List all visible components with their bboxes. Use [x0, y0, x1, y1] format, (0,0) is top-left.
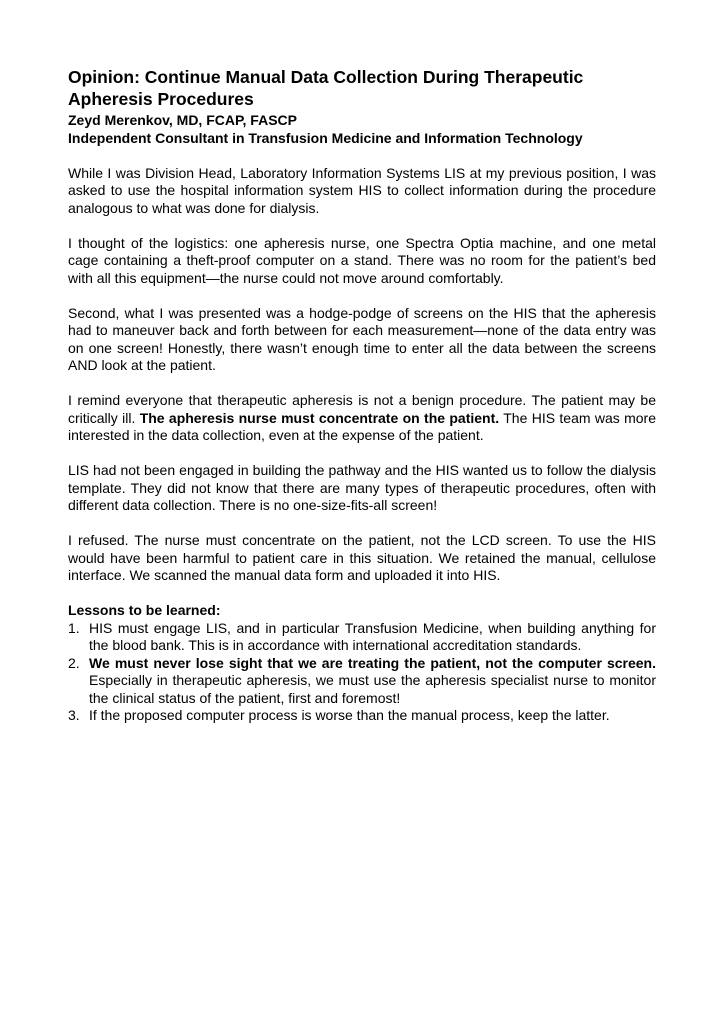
- list-item-1-text: HIS must engage LIS, and in particular Transfusion Medicine, when building anything for the blood bank. This is in accordance with international accreditation standards.: [89, 619, 656, 653]
- paragraph-6: I refused. The nurse must concentrate on the patient, not the LCD screen. To use the HIS would have been harmful to patient care in this situation. We retained the manual, cellulose interface. We scanned the manual data form and uploaded it into HIS.: [68, 532, 656, 583]
- list-item-1-number: 1.: [68, 619, 80, 636]
- list-item-3: [68, 707, 656, 725]
- list-item-1: [68, 619, 656, 655]
- paragraph-3: Second, what I was presented was a hodge-podge of screens on the HIS that the apheresis had to maneuver back and forth between for each measurement—none of the data entry was on one screen! Honestly, there wasn’t enough time to enter all the data between the screens AND look at the patient.: [68, 304, 656, 373]
- byline-block: [68, 112, 656, 147]
- affiliation-line: Independent Consultant in Transfusion Medicine and Information Technology: [68, 129, 583, 146]
- list-item-2-text-after: Especially in therapeutic apheresis, we must use the apheresis specialist nurse to monitor the clinical status of the patient, first and foremost!: [89, 672, 656, 706]
- paragraph-4: [68, 392, 656, 445]
- document-title: Opinion: Continue Manual Data Collection During Therapeutic Apheresis Procedures: [68, 67, 584, 109]
- author-line: Zeyd Merenkov, MD, FCAP, FASCP: [68, 112, 297, 128]
- list-item-3-text: If the proposed computer process is worse than the manual process, keep the latter.: [89, 707, 610, 723]
- list-item-2-bold: We must never lose sight that we are treating the patient, not the computer screen.: [89, 654, 656, 671]
- paragraph-4-text-after: The HIS team was more interested in the data collection, even at the expense of the patient.: [68, 409, 656, 443]
- lessons-heading: Lessons to be learned:: [68, 602, 221, 618]
- paragraph-1: While I was Division Head, Laboratory Information Systems LIS at my previous position, I was asked to use the hospital information system HIS to collect information during the procedure analogous to what was done for dialysis.: [68, 164, 656, 216]
- document-content: [68, 66, 656, 725]
- list-item-3-number: 3.: [68, 707, 80, 723]
- paragraph-5: LIS had not been engaged in building the pathway and the HIS wanted us to follow the dialysis template. They did not know that there are many types of therapeutic procedures, often with different data collection. There is no one-size-fits-all screen!: [68, 462, 656, 513]
- list-item-2: [68, 654, 656, 708]
- paragraph-2: I thought of the logistics: one apheresis nurse, one Spectra Optia machine, and one metal cage containing a theft-proof computer on a stand. There was no room for the patient’s bed with all this equipment—the nurse could not move around comfortably.: [68, 234, 656, 286]
- paragraph-4-bold-sentence: The apheresis nurse must concentrate on the patient.: [139, 409, 500, 426]
- paragraph-4-text-before: I remind everyone that therapeutic apheresis is not a benign procedure. The patient may be critically ill.: [68, 392, 656, 426]
- lessons-list: [68, 620, 656, 725]
- list-item-2-number: 2.: [68, 654, 80, 671]
